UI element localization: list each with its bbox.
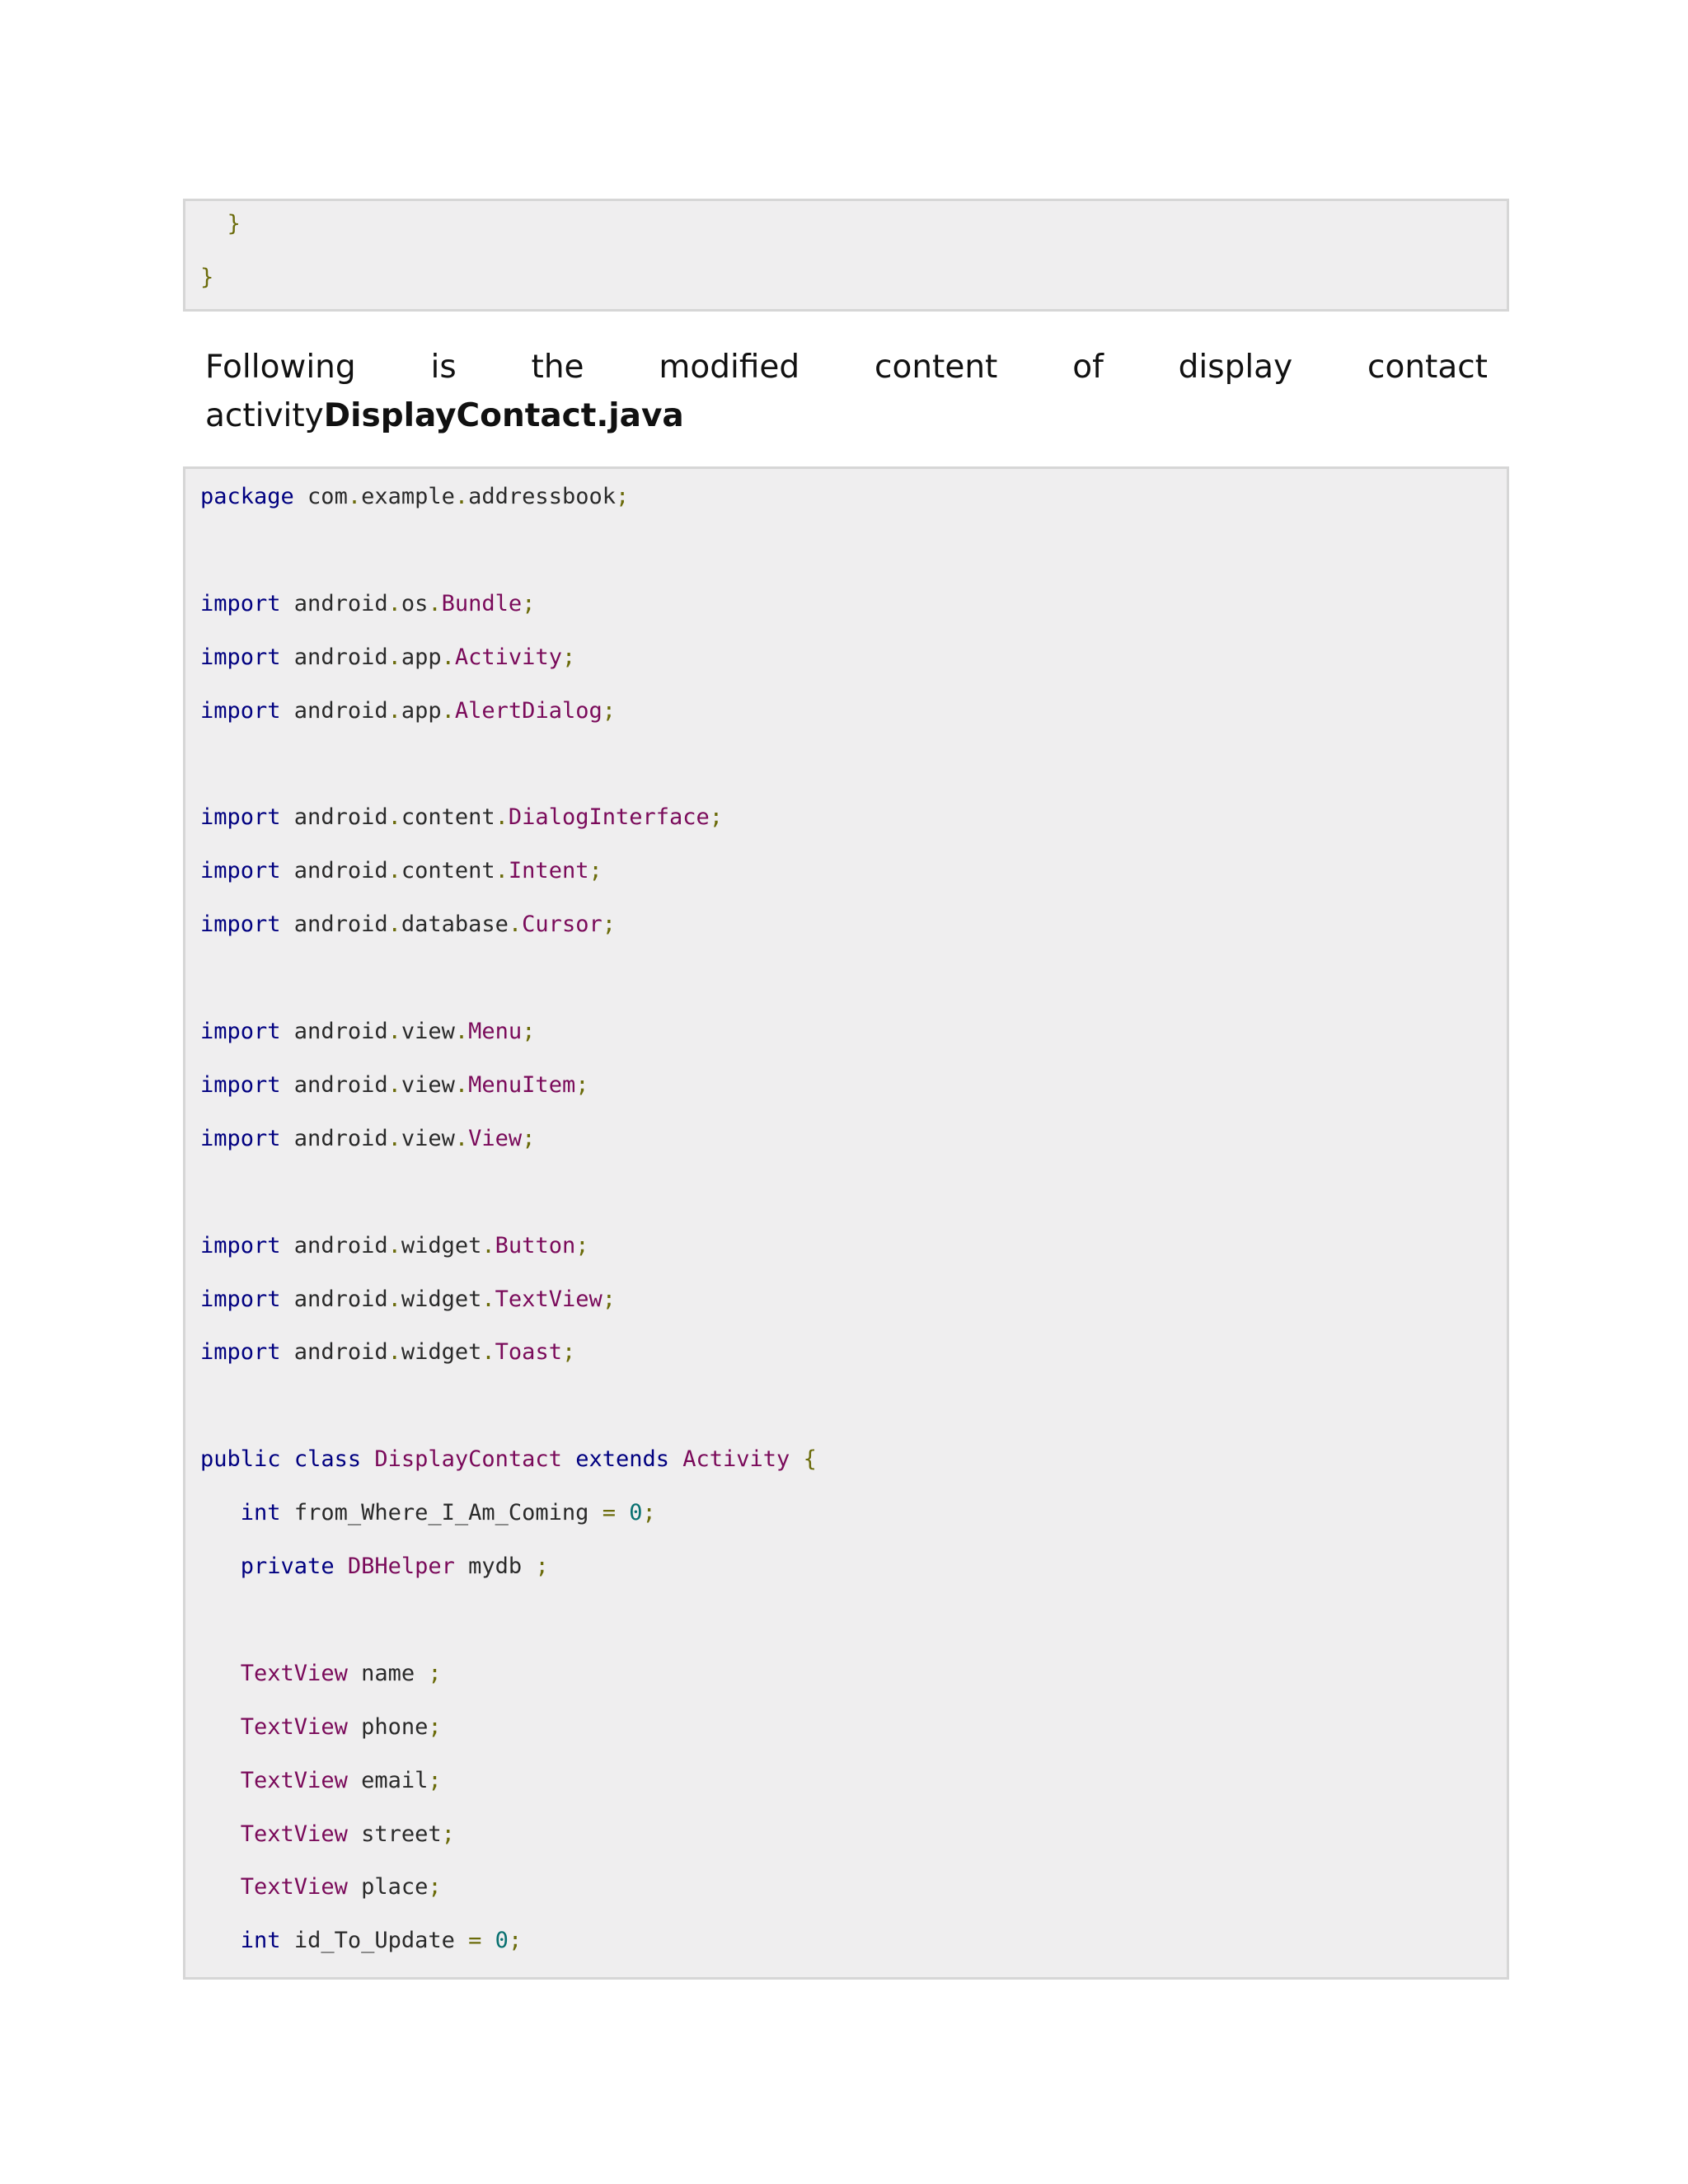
code-token: . (454, 1125, 469, 1151)
code-token: ; (522, 1019, 536, 1044)
code-token: . (508, 912, 523, 938)
code-token: . (387, 1071, 401, 1098)
code-token: ; (522, 590, 536, 616)
code-token: ; (428, 1713, 442, 1740)
code-token: import (200, 1125, 281, 1151)
code-line (200, 1497, 656, 1530)
code-token: 0 (495, 1928, 509, 1954)
code-token: Activity (454, 644, 562, 670)
code-token (562, 1446, 575, 1472)
code-token: . (495, 804, 509, 831)
code-token: ; (508, 1928, 523, 1954)
code-line (200, 588, 535, 621)
code-token: TextView (495, 1286, 603, 1312)
code-line (200, 1336, 575, 1369)
code-token: place (347, 1874, 429, 1900)
code-token: . (481, 1339, 495, 1366)
code-token: . (495, 858, 509, 884)
description-word: contact (1367, 348, 1488, 386)
code-line (200, 1283, 616, 1316)
code-token: . (387, 804, 401, 831)
code-token: . (428, 590, 442, 616)
code-line (200, 1765, 442, 1797)
description-word: of (1072, 348, 1104, 386)
code-token: name (347, 1660, 429, 1686)
code-token (200, 1874, 241, 1900)
code-token: View (468, 1125, 523, 1151)
code-token: . (481, 1232, 495, 1258)
code-token: private (240, 1554, 335, 1579)
code-token (200, 1714, 241, 1740)
code-token: . (387, 697, 401, 724)
code-token: Toast (495, 1339, 562, 1366)
code-token: . (387, 1125, 401, 1151)
code-token: addressbook (468, 484, 616, 509)
code-token: Button (495, 1232, 576, 1258)
code-token: import (200, 1286, 281, 1312)
code-token: 0 (629, 1500, 643, 1526)
code-token (200, 1500, 241, 1526)
code-token: Bundle (441, 590, 523, 616)
code-line (200, 855, 603, 888)
code-token: ; (602, 1286, 616, 1312)
code-token: AlertDialog (454, 697, 603, 724)
code-token: from_Where_I_Am_Coming (280, 1500, 603, 1526)
code-token: app (401, 644, 442, 670)
code-line (200, 1015, 535, 1048)
code-token: ; (588, 858, 603, 884)
code-token: } (200, 265, 214, 290)
code-line (200, 1711, 442, 1744)
code-token: int (240, 1928, 281, 1954)
code-token: . (454, 1071, 469, 1098)
code-token: int (240, 1500, 281, 1526)
code-token: TextView (240, 1660, 348, 1686)
code-token: . (387, 1232, 401, 1258)
filename: DisplayContact.java (323, 397, 684, 434)
code-token: app (401, 697, 442, 724)
code-token: . (387, 912, 401, 938)
code-token: import (200, 804, 281, 831)
code-token: com (293, 484, 348, 509)
code-token: android (280, 1019, 388, 1044)
code-line (200, 1818, 455, 1851)
code-token: phone (347, 1713, 429, 1740)
code-token: Menu (468, 1019, 523, 1044)
code-token: import (200, 858, 281, 884)
code-token: import (200, 644, 281, 670)
code-token: ; (535, 1554, 549, 1579)
code-token: ; (602, 912, 616, 938)
code-line (200, 480, 629, 513)
code-line (200, 1069, 588, 1102)
code-token: android (280, 1071, 388, 1098)
code-token: ; (428, 1874, 442, 1900)
code-token (200, 1554, 241, 1579)
code-line (200, 1122, 535, 1155)
code-token: import (200, 1019, 281, 1044)
code-token: TextView (240, 1767, 348, 1793)
code-token: android (280, 644, 388, 670)
code-token: . (481, 1286, 495, 1312)
code-token: ; (709, 804, 724, 831)
description-prefix: activity (205, 397, 324, 434)
code-token: . (387, 644, 401, 670)
code-token: import (200, 590, 281, 616)
code-token: android (280, 1339, 388, 1366)
code-line (200, 1230, 588, 1263)
code-token (361, 1446, 374, 1472)
code-token: view (401, 1071, 455, 1098)
code-token: view (401, 1019, 455, 1044)
code-token: MenuItem (468, 1071, 576, 1098)
code-token: TextView (240, 1821, 348, 1847)
code-token (335, 1554, 348, 1579)
code-token: import (200, 1339, 281, 1366)
code-token: ; (602, 697, 616, 724)
code-token: widget (401, 1286, 482, 1312)
code-token: TextView (240, 1874, 348, 1900)
code-token: . (454, 484, 469, 509)
code-line (200, 1924, 522, 1957)
code-token (200, 1821, 241, 1847)
code-token (200, 1928, 241, 1953)
code-token: } (227, 211, 241, 237)
code-token (281, 1446, 294, 1472)
code-token: mydb (454, 1554, 536, 1579)
code-token: DisplayContact (374, 1446, 562, 1473)
code-token: id_To_Update (280, 1928, 469, 1954)
description-word: display (1178, 348, 1293, 386)
code-token: view (401, 1125, 455, 1151)
code-token: . (441, 644, 455, 670)
code-token: . (387, 1286, 401, 1312)
code-token: ; (561, 644, 576, 670)
code-token: package (200, 484, 294, 509)
code-line (200, 261, 213, 294)
code-token: . (454, 1019, 469, 1044)
code-token: ; (575, 1071, 589, 1098)
code-token: class (293, 1446, 362, 1473)
code-line (200, 1550, 549, 1583)
code-token (200, 1661, 241, 1686)
code-token: ; (575, 1232, 589, 1258)
code-token: content (401, 804, 495, 831)
code-token: ; (522, 1125, 536, 1151)
description-word: Following (205, 348, 356, 386)
code-token: database (401, 912, 509, 938)
code-line (227, 208, 241, 241)
code-token: { (790, 1446, 817, 1473)
code-token: DBHelper (347, 1554, 455, 1579)
code-token: android (280, 590, 388, 616)
code-token: widget (401, 1339, 482, 1366)
code-token: = (602, 1500, 616, 1526)
code-token: ; (615, 484, 630, 509)
code-token: DialogInterface (508, 804, 710, 831)
code-line (200, 1871, 442, 1904)
code-token: ; (428, 1767, 442, 1793)
code-token (481, 1928, 495, 1953)
code-line (200, 1657, 442, 1690)
code-token: Intent (508, 858, 589, 884)
description-word: is (430, 348, 457, 386)
code-token (616, 1500, 629, 1526)
code-token: import (200, 912, 281, 938)
description-word: the (531, 348, 584, 386)
code-token: . (387, 590, 401, 616)
code-line (200, 908, 616, 941)
code-line (200, 1443, 817, 1476)
code-token: widget (401, 1232, 482, 1258)
code-token: example (361, 484, 455, 509)
code-token: ; (642, 1500, 656, 1526)
code-token: content (401, 858, 495, 884)
description-word: content (874, 348, 998, 386)
code-token: android (280, 804, 388, 831)
code-token: Activity (682, 1446, 790, 1473)
code-token: email (347, 1767, 429, 1793)
code-token: . (441, 697, 455, 724)
code-token: . (387, 1019, 401, 1044)
code-token: TextView (240, 1713, 348, 1740)
code-token (200, 1768, 241, 1793)
code-token: . (387, 858, 401, 884)
code-token: import (200, 1071, 281, 1098)
code-token (669, 1446, 682, 1472)
code-line (200, 641, 575, 674)
code-token: ; (561, 1339, 576, 1366)
code-token: import (200, 1232, 281, 1258)
code-token: = (468, 1928, 482, 1954)
code-token: public (200, 1446, 281, 1473)
code-token: android (280, 912, 388, 938)
code-token: android (280, 1232, 388, 1258)
description-word: modified (659, 348, 800, 386)
code-token: . (347, 484, 362, 509)
code-block-previous (183, 199, 1509, 312)
code-block-displaycontact (183, 466, 1509, 1980)
code-token: os (401, 590, 429, 616)
code-token: extends (575, 1446, 669, 1473)
code-line (200, 801, 723, 834)
code-token: android (280, 858, 388, 884)
description-line-1 (205, 344, 1488, 389)
code-token: Cursor (522, 912, 603, 938)
code-token: import (200, 697, 281, 724)
code-token: . (387, 1339, 401, 1366)
code-token: ; (441, 1821, 455, 1847)
code-token: android (280, 697, 388, 724)
code-token: street (347, 1821, 442, 1847)
code-token: android (280, 1286, 388, 1312)
description-line-2 (205, 394, 1488, 438)
code-token: ; (428, 1660, 442, 1686)
code-line (200, 695, 616, 728)
code-token: android (280, 1125, 388, 1151)
